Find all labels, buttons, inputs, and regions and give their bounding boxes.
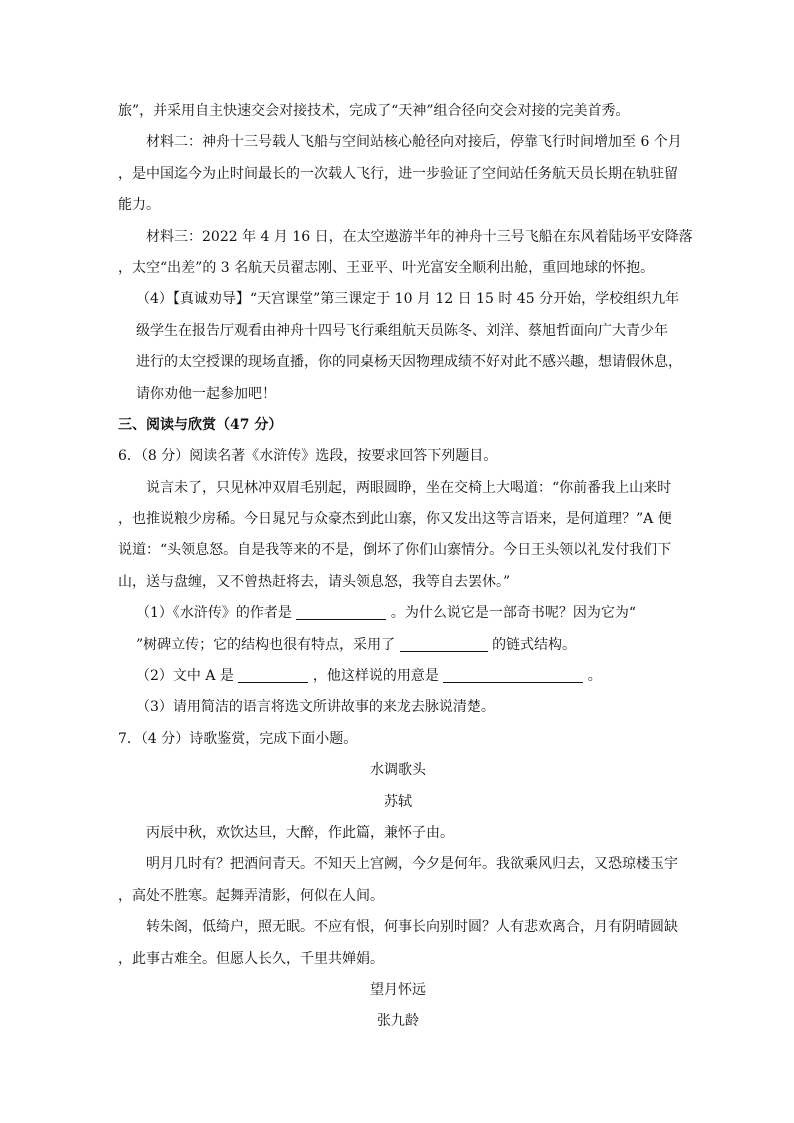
material-two-line-2: ，是中国迄今为止时间最长的一次载人飞行，进一步验证了空间站任务航天员长期在轨驻留: [118, 165, 678, 182]
question-7-prompt: 7．（4 分）诗歌鉴赏，完成下面小题。: [118, 730, 358, 747]
intent-answer-blank[interactable]: [443, 668, 583, 683]
section-3-heading: 三、阅读与欣赏（47 分）: [118, 416, 283, 433]
excerpt-line-3: 说道：“头领息怒。自是我等来的不是，倒坏了你们山寨情分。今日王头领以礼发付我们下: [118, 542, 672, 559]
poem-1-line-3: 转朱阁，低绮户，照无眠。不应有恨，何事长向别时圆？人有悲欢离合，月有阴晴圆缺: [146, 919, 678, 936]
question-6-2-text-c: 。: [587, 668, 602, 685]
structure-answer-blank[interactable]: [400, 637, 488, 652]
poem-1-author: 苏轼: [384, 793, 412, 810]
question-6-2-text-b: ，他这样说的用意是: [312, 668, 439, 685]
author-answer-blank[interactable]: [296, 605, 386, 620]
poem-1-line-4: ，此事古难全。但愿人长久，千里共婵娟。: [118, 950, 384, 967]
question-5-4-line-3: 进行的太空授课的现场直播，你的同桌杨天因物理成绩不好对此不感兴趣，想请假休息，: [136, 354, 682, 371]
poem-1-preface: 丙辰中秋，欢饮达旦，大醉，作此篇，兼怀子由。: [146, 824, 454, 841]
question-6-2-text-a: （2）文中 A 是: [136, 668, 234, 685]
poem-1-line-2: ，高处不胜寒。起舞弄清影，何似在人间。: [118, 887, 384, 904]
question-6-prompt: 6．（8 分）阅读名著《水浒传》选段，按要求回答下列题目。: [118, 448, 498, 465]
material-three-line-1: 材料三：2022 年 4 月 16 日，在太空遨游半年的神舟十三号飞船在东风着陆场平安降落: [146, 228, 693, 245]
poem-1-line-1: 明月几时有？把酒问青天。不知天上宫阙，今夕是何年。我欲乘风归去，又恐琼楼玉宇: [146, 856, 678, 873]
question-6-3: （3）请用简洁的语言将选文所讲故事的来龙去脉说清楚。: [136, 699, 495, 716]
material-two-line-1: 材料二：神舟十三号载人飞船与空间站核心舱径向对接后，停靠飞行时间增加至 6 个月: [146, 134, 682, 151]
character-answer-blank[interactable]: [238, 668, 308, 683]
question-6-2: [118, 661, 678, 692]
question-6-1-line-1: [118, 598, 678, 629]
question-6-1-text-b: 。为什么说它是一部奇书呢？因为它为“: [390, 605, 636, 622]
poem-1-title: 水调歌头: [370, 762, 426, 779]
poem-2-title: 望月怀远: [370, 981, 426, 998]
material-two-line-3: 能力。: [118, 197, 160, 214]
excerpt-line-1: 说言未了，只见林冲双眉毛别起，两眼圆睁，坐在交椅上大喝道：“你前番我上山来时: [146, 479, 672, 496]
question-6-1-text-d: 的链式结构。: [492, 636, 577, 653]
question-6-1-text-a: （1）《水浒传》的作者是: [136, 605, 292, 622]
excerpt-line-2: ，也推说粮少房稀。今日晁兄与众豪杰到此山寨，你又发出这等言语来，是何道理？”A 便: [118, 511, 672, 528]
material-one-end: 旅”，并采用自主快速交会对接技术，完成了“天神”组合径向交会对接的完美首秀。: [118, 103, 630, 119]
question-5-4-line-2: 级学生在报告厅观看由神舟十四号飞行乘组航天员陈冬、刘洋、蔡旭哲面向广大青少年: [136, 322, 668, 339]
question-6-1-line-2: [118, 630, 678, 661]
poem-2-author: 张九龄: [377, 1013, 419, 1030]
question-6-1-text-c: ”树碑立传；它的结构也很有特点，采用了: [136, 636, 396, 653]
document-page: [118, 96, 693, 1038]
excerpt-line-4: 山，送与盘缠，又不曾热赶将去，请头领息怒，我等自去罢休。”: [118, 573, 511, 590]
question-5-4-line-4: 请你劝他一起参加吧！: [136, 385, 276, 402]
material-three-line-2: ，太空“出差”的 3 名航天员翟志刚、王亚平、叶光富安全顺利出舱，重回地球的怀抱。: [118, 259, 655, 276]
question-5-4-line-1: （4）【真诚劝导】“天宫课堂”第三课定于 10 月 12 日 15 时 45 分开始，学校组织九年: [136, 291, 680, 308]
